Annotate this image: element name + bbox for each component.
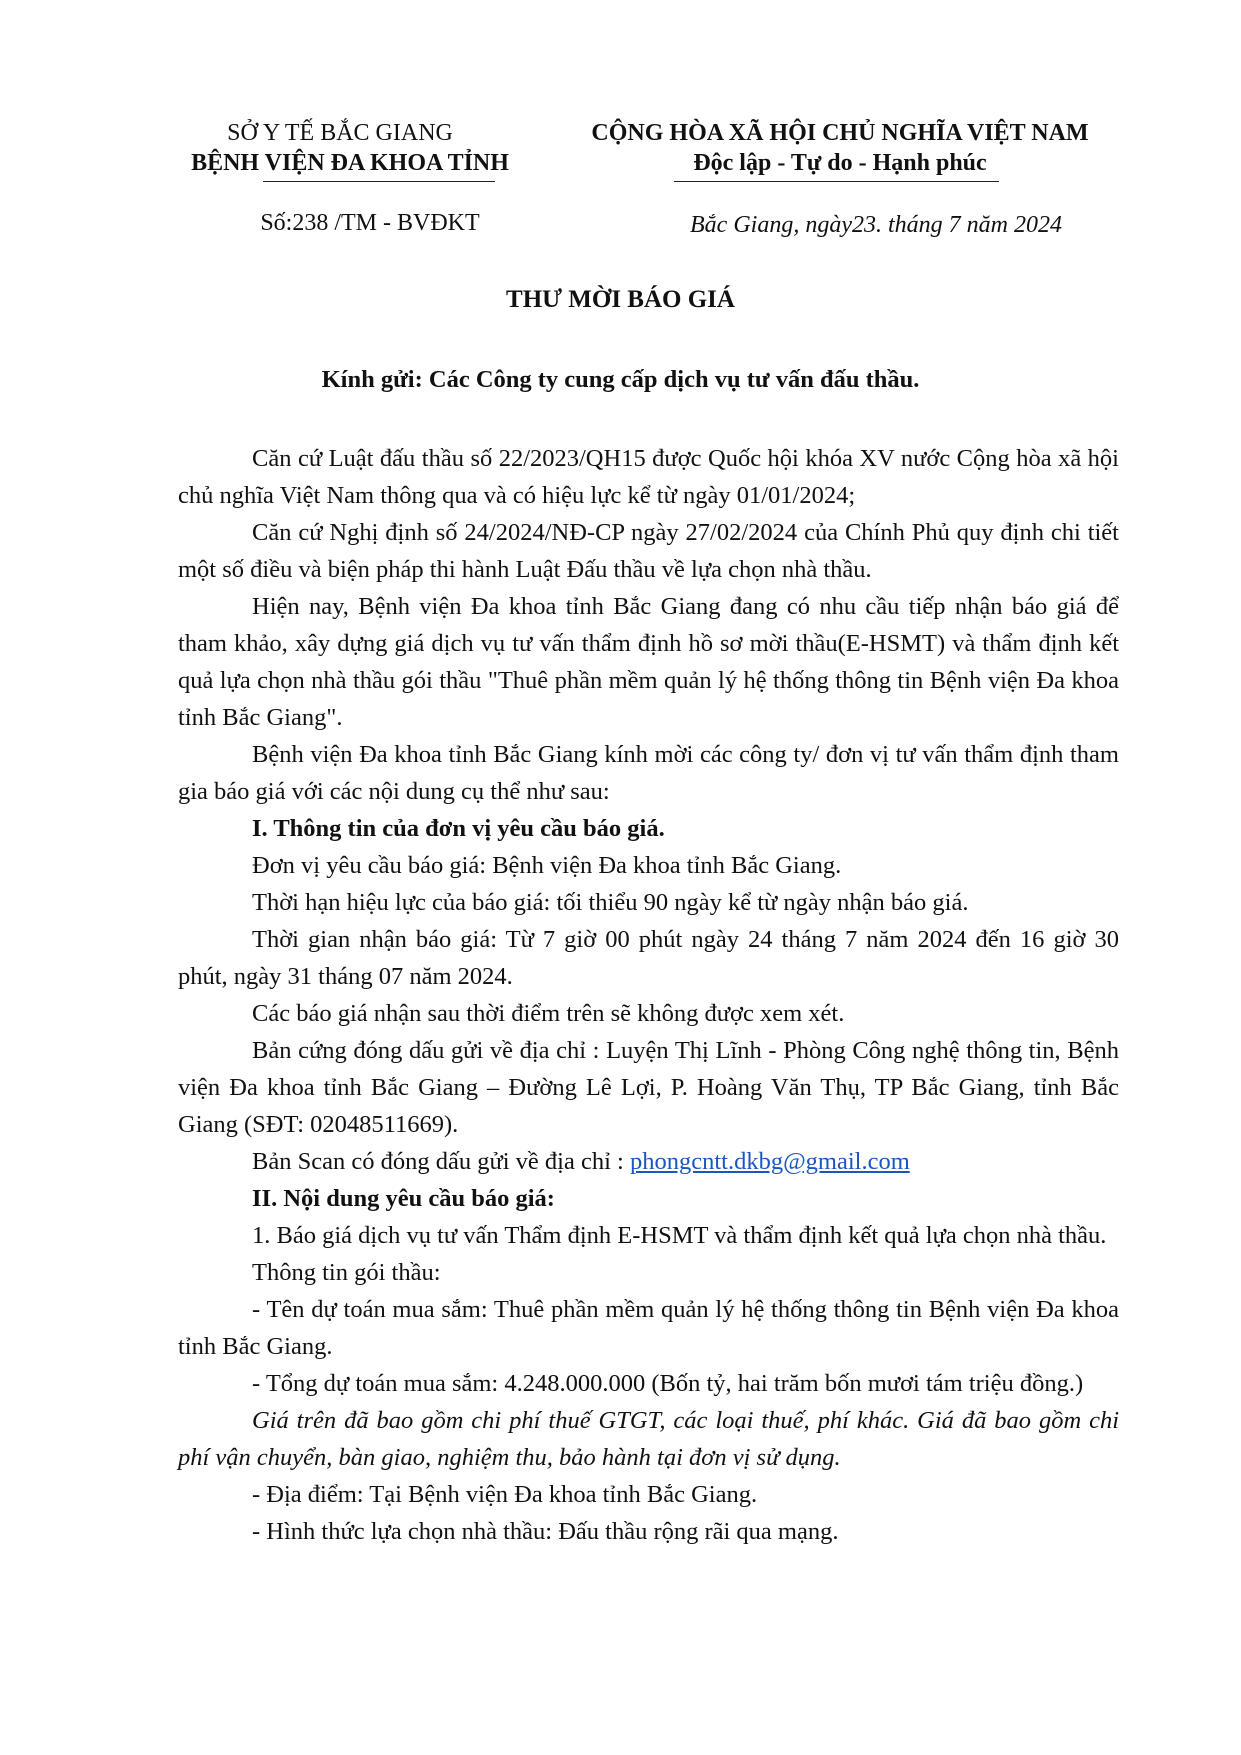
invitation-paragraph: Bệnh viện Đa khoa tỉnh Bắc Giang kính mời các công ty/ đơn vị tư vấn thẩm định tham gia báo giá với các nội dung cụ thể như sau: [178,741,1119,805]
country-name: CỘNG HÒA XÃ HỘI CHỦ NGHĨA VIỆT NAM [591,120,1089,146]
section-heading-1: I. Thông tin của đơn vị yêu cầu báo giá. [252,815,665,842]
estimate-name: - Tên dự toán mua sắm: Thuê phần mềm quản lý hệ thống thông tin Bệnh viện Đa khoa tỉnh Bắc Giang. [178,1296,1119,1360]
email-link[interactable]: phongcntt.dkbg@gmail.com [629,1148,910,1175]
hardcopy-address: Bản cứng đóng dấu gửi về địa chỉ : Luyện Thị Lĩnh - Phòng Công nghệ thông tin, Bệnh viện Đa khoa tỉnh Bắc Giang – Đường Lê Lợi, P. Hoàng Văn Thụ, TP Bắc Giang, tỉnh Bắc Giang (SĐT: 02048511669). [178,1037,1119,1138]
recipient-line: Kính gửi: Các Công ty cung cấp dịch vụ tư vấn đấu thầu. [321,366,920,393]
quote-validity: Thời hạn hiệu lực của báo giá: tối thiểu 90 ngày kể từ ngày nhận báo giá. [252,889,969,916]
scan-address [178,1143,1119,1180]
right-header-underline [674,181,999,182]
late-quote-note: Các báo giá nhận sau thời điểm trên sẽ không được xem xét. [252,1000,845,1027]
letter-body [178,440,1119,1550]
selection-method: - Hình thức lựa chọn nhà thầu: Đấu thầu rộng rãi qua mạng. [252,1518,839,1545]
purpose-paragraph: Hiện nay, Bệnh viện Đa khoa tỉnh Bắc Giang đang có nhu cầu tiếp nhận báo giá để tham khảo, xây dựng giá dịch vụ tư vấn thẩm định hồ sơ mời thầu(E-HSMT) và thẩm định kết quả lựa chọn nhà thầu gói thầu "Thuê phần mềm quản lý hệ thống thông tin Bệnh viện Đa khoa tỉnh Bắc Giang". [178,593,1119,731]
national-motto: Độc lập - Tự do - Hạnh phúc [693,150,987,176]
section-heading-2: II. Nội dung yêu cầu báo giá: [252,1185,555,1212]
requesting-unit: Đơn vị yêu cầu báo giá: Bệnh viện Đa khoa tỉnh Bắc Giang. [252,852,842,879]
hospital-name: BỆNH VIỆN ĐA KHOA TỈNH [191,150,509,176]
left-header-underline [263,181,495,182]
quote-receipt-time: Thời gian nhận báo giá: Từ 7 giờ 00 phút ngày 24 tháng 7 năm 2024 đến 16 giờ 30 phút, ngày 31 tháng 07 năm 2024. [178,926,1119,990]
price-note: Giá trên đã bao gồm chi phí thuế GTGT, các loại thuế, phí khác. Giá đã bao gồm chi phí vận chuyển, bàn giao, nghiệm thu, bảo hành tại đơn vị sử dụng. [178,1407,1119,1471]
document-date: Bắc Giang, ngày23. tháng 7 năm 2024 [690,212,1062,238]
total-estimate: - Tổng dự toán mua sắm: 4.248.000.000 (Bốn tỷ, hai trăm bốn mươi tám triệu đồng.) [252,1370,1084,1397]
legal-basis-decree: Căn cứ Nghị định số 24/2024/NĐ-CP ngày 27/02/2024 của Chính Phủ quy định chi tiết một số điều và biện pháp thi hành Luật Đấu thầu về lựa chọn nhà thầu. [178,519,1119,583]
scan-address-label: Bản Scan có đóng dấu gửi về địa chỉ : [252,1148,630,1175]
service-item-1: 1. Báo giá dịch vụ tư vấn Thẩm định E-HSMT và thẩm định kết quả lựa chọn nhà thầu. [252,1222,1107,1249]
document-title: THƯ MỜI BÁO GIÁ [506,286,735,313]
location: - Địa điểm: Tại Bệnh viện Đa khoa tỉnh Bắc Giang. [252,1481,758,1508]
legal-basis-law: Căn cứ Luật đấu thầu số 22/2023/QH15 được Quốc hội khóa XV nước Cộng hòa xã hội chủ nghĩa Việt Nam thông qua và có hiệu lực kể từ ngày 01/01/2024; [178,445,1119,509]
package-info-label: Thông tin gói thầu: [252,1259,441,1286]
document-number: Số:238 /TM - BVĐKT [260,210,480,236]
department-name: SỞ Y TẾ BẮC GIANG [227,120,453,146]
